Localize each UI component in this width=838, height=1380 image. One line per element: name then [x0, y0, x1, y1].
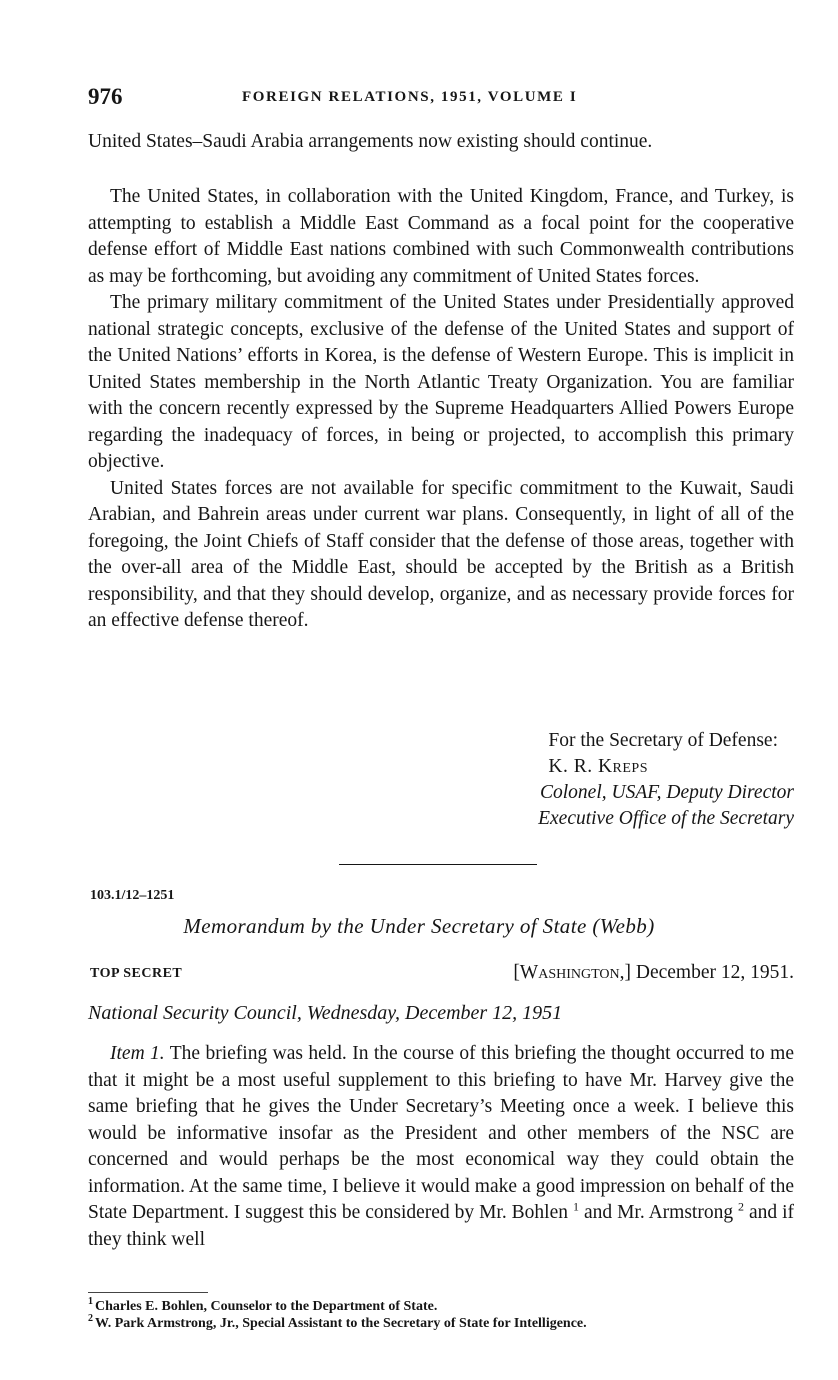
letter-body-continued: [88, 184, 794, 635]
memo-paragraph: [88, 1041, 794, 1253]
running-head: [88, 84, 798, 110]
signature-block: [400, 728, 794, 832]
signature-for-line: For the Secretary of Defense:: [548, 730, 778, 751]
classification-label: TOP SECRET: [90, 966, 183, 981]
signature-title-1: Colonel, USAF, Deputy Director: [539, 782, 794, 803]
footnote-marker: 2: [88, 1313, 93, 1325]
memo-subject: National Security Council, Wednesday, December 12, 1951: [88, 1002, 563, 1024]
signature-title-2: Executive Office of the Secretary: [538, 808, 794, 829]
document-title: Memorandum by the Under Secretary of State (Webb): [183, 914, 655, 938]
footnote-marker: 1: [88, 1296, 93, 1308]
letter-paragraph-continuation: United States–Saudi Arabia arrangements now existing should continue.: [88, 131, 653, 152]
letter-body: [88, 129, 794, 156]
letter-paragraph-mec: The United States, in collaboration with the United Kingdom, France, and Turkey, is attempting to establish a Middle East Command as a focal point for the cooperative defense effort of Middle East nations combined with such Commonwealth contributions as may be forthcoming, but avoiding any commitment of United States forces.: [88, 186, 794, 287]
footnote-ref-1[interactable]: 1: [572, 1199, 579, 1214]
footnote-divider: [88, 1292, 208, 1293]
footnote: [88, 1298, 794, 1315]
dateline-place: [Washington,]: [513, 962, 631, 983]
memo-text-2: and Mr. Armstrong: [583, 1202, 734, 1223]
dateline-date: December 12, 1951.: [635, 962, 794, 983]
footnote: [88, 1315, 794, 1332]
footnote-ref-2[interactable]: 2: [738, 1199, 745, 1214]
footnotes: [88, 1298, 794, 1332]
running-title: FOREIGN RELATIONS, 1951, VOLUME I: [242, 89, 578, 105]
signature-name: K. R. Kreps: [548, 756, 648, 777]
file-number: 103.1/12–1251: [90, 888, 175, 903]
memo-text-3: and if they think well: [88, 1202, 795, 1250]
memo-body: [88, 1041, 794, 1253]
page-number: 976: [88, 84, 123, 109]
memo-text-1: The briefing was held. In the course of this briefing the thought occurred to me that it might be a most useful supplement to this briefing to have Mr. Harvey give the same briefing that he gives the Under Secretary’s Meeting once a week. I believe this would be informative insofar as the President and other members of the NSC are concerned and would perhaps be the most economical way they could obtain the information. At the same time, I believe it would make a good impression on behalf of the State Department. I suggest this be considered by Mr. Bohlen: [88, 1043, 794, 1223]
footnote-text: Charles E. Bohlen, Counselor to the Department of State.: [95, 1299, 438, 1314]
section-divider: [339, 864, 537, 865]
letter-paragraph-conclusion: United States forces are not available for specific commitment to the Kuwait, Saudi Arabian, and Bahrein areas under current war plans. Consequently, in light of all of the foregoing, the Joint Chiefs of Staff consider that the defense of those areas, together with the over-all area of the Middle East, should be accepted by the British as a British responsibility, and that they should develop, organize, and as necessary provide forces for an effective defense thereof.: [88, 477, 794, 631]
dateline: [513, 962, 794, 984]
letter-paragraph-europe: The primary military commitment of the United States under Presidentially approved national strategic concepts, exclusive of the defense of the United States and support of the United Nations’ efforts in Korea, is the defense of Western Europe. This is implicit in United States membership in the North Atlantic Treaty Organization. You are familiar with the concern recently expressed by the Supreme Headquarters Allied Powers Europe regarding the inadequacy of forces, in being or projected, to accomplish this primary objective.: [88, 292, 794, 472]
footnote-text: W. Park Armstrong, Jr., Special Assistant to the Secretary of State for Intelligence.: [95, 1316, 587, 1331]
item-label: Item 1.: [110, 1043, 165, 1064]
